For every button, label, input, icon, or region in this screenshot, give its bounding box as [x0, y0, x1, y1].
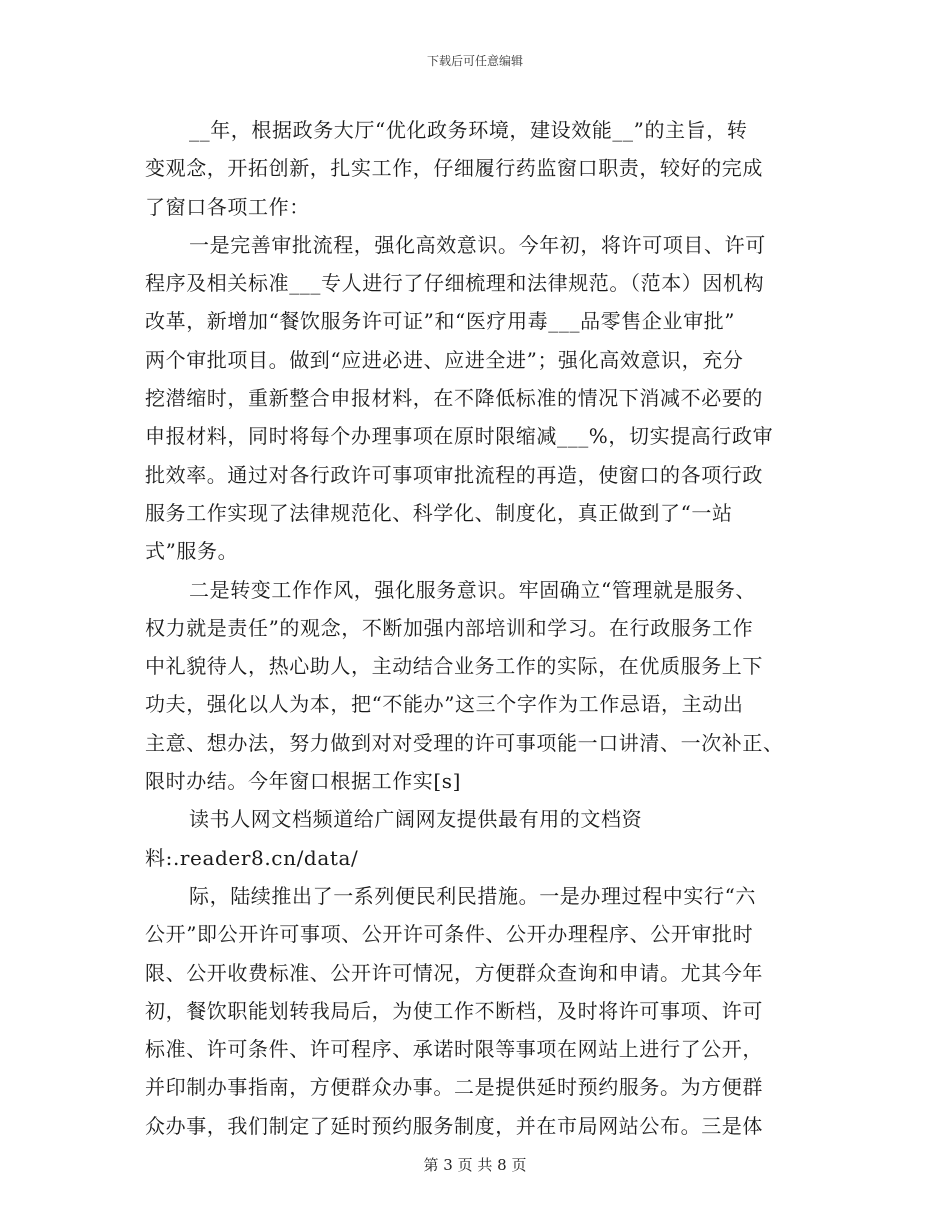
text-line: 改革，新增加“餐饮服务许可证”和“医疗用毒___品零售企业审批” — [145, 309, 736, 334]
text-line: 限时办结。今年窗口根据工作实[s] — [145, 769, 462, 794]
text-line: 两个审批项目。做到“应进必进、应进全进”；强化高效意识，充分 — [145, 347, 744, 372]
page-number-footer: 第 3 页 共 8 页 — [423, 1156, 527, 1174]
text-line: 读书人网文档频道给广阔网友提供最有用的文档资 — [189, 807, 643, 832]
text-line: 公开”即公开许可事项、公开许可条件、公开办理程序、公开审批时 — [145, 922, 754, 947]
text-line: 际，陆续推出了一系列便民利民措施。一是办理过程中实行“六 — [189, 883, 757, 908]
text-line: 并印制办事指南，方便群众办事。二是提供延时预约服务。为方便群 — [145, 1075, 763, 1100]
text-line: 标准、许可条件、许可程序、承诺时限等事项在网站上进行了公开， — [145, 1037, 763, 1062]
text-line: 申报材料，同时将每个办理事项在原时限缩减___%，切实提高行政审 — [145, 424, 774, 449]
text-line: 了窗口各项工作： — [145, 194, 310, 219]
text-line: 功夫，强化以人为本，把“不能办”这三个字作为工作忌语，主动出 — [145, 692, 744, 717]
page-header-note: 下载后可任意编辑 — [426, 54, 523, 68]
text-line: 式”服务。 — [145, 539, 239, 564]
text-line: 挖潜缩时，重新整合申报材料，在不降低标准的情况下消减不必要的 — [145, 386, 763, 411]
text-line: 权力就是责任”的观念，不断加强内部培训和学习。在行政服务工作 — [145, 615, 754, 640]
text-line: 众办事，我们制定了延时预约服务制度，并在市局网站公布。三是体 — [145, 1113, 763, 1138]
text-line: 变观念，开拓创新，扎实工作，仔细履行药监窗口职责，较好的完成 — [145, 156, 763, 181]
text-line: 批效率。通过对各行政许可事项审批流程的再造，使窗口的各项行政 — [145, 462, 763, 487]
text-line: 程序及相关标准___专人进行了仔细梳理和法律规范。（范本）因机构 — [145, 271, 765, 296]
text-line: 服务工作实现了法律规范化、科学化、制度化，真正做到了“一站 — [145, 500, 733, 525]
text-line: 主意、想办法，努力做到对对受理的许可事项能一口讲清、一次补正、 — [145, 730, 784, 755]
body-text — [145, 111, 805, 1138]
text-line: 料:.reader8.cn/data/ — [145, 845, 359, 870]
text-line: 中礼貌待人，热心助人，主动结合业务工作的实际，在优质服务上下 — [145, 654, 763, 679]
text-line: 限、公开收费标准、公开许可情况，方便群众查询和申请。尤其今年 — [145, 960, 763, 985]
text-line: 一是完善审批流程，强化高效意识。今年初，将许可项目、许可 — [189, 232, 766, 257]
text-line: 二是转变工作作风，强化服务意识。牢固确立“管理就是服务、 — [189, 577, 757, 602]
text-line: 初，餐饮职能划转我局后，为使工作不断档，及时将许可事项、许可 — [145, 998, 763, 1023]
text-line: __年，根据政务大厅“优化政务环境，建设效能__”的主旨，转 — [189, 118, 748, 142]
